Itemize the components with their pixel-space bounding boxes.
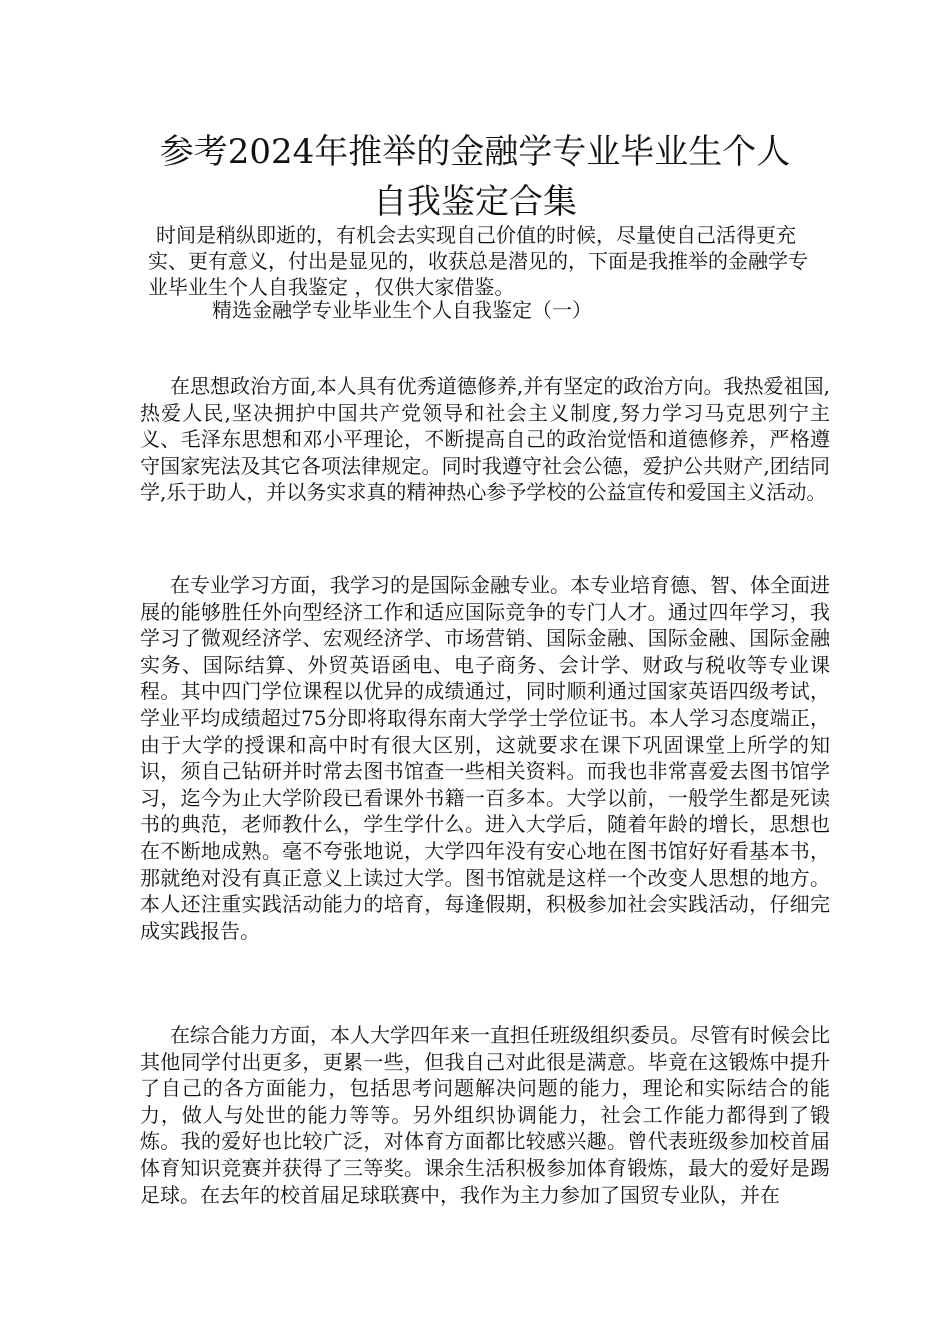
document-title-line1: 参考2024年推举的金融学专业毕业生个人: [159, 132, 791, 172]
body-paragraph-study: 在专业学习方面，我学习的是国际金融专业。本专业培育德、智、体全面进展的能够胜任外向型经济工作和适应国际竞争的专门人才。通过四年学习，我学习了微观经济学、宏观经济学、市场营销、国际金融、国际金融、国际金融实务、国际结算、外贸英语函电、电子商务、会计学、财政与税收等专业课程。其中四门学位课程以优异的成绩通过，同时顺利通过国家英语四级考试，学业平均成绩超过75分即将取得东南大学学士学位证书。本人学习态度端正，由于大学的授课和高中时有很大区别，这就要求在课下巩固课堂上所学的知识，须自己钻研并时常去图书馆查一些相关资料。而我也非常喜爱去图书馆学习，迄今为止大学阶段已看课外书籍一百多本。大学以前，一般学生都是死读书的典范，老师教什么，学生学什么。进入大学后，随着年龄的增长，思想也在不断地成熟。毫不夸张地说，大学四年没有安心地在图书馆好好看基本书，那就绝对没有真正意义上读过大学。图书馆就是这样一个改变人思想的地方。本人还注重实践活动能力的培育，每逢假期，积极参加社会实践活动，仔细完成实践报告。: [140, 573, 830, 943]
intro-paragraph: 时间是稍纵即逝的，有机会去实现自己价值的时候，尽量使自己活得更充实、更有意义，付出是显见的，收获总是潜见的，下面是我推举的金融学专业毕业生个人自我鉴定 ，仅供大家借鉴。: [148, 223, 808, 299]
section-subheading: 精选金融学专业毕业生个人自我鉴定（一）: [212, 298, 592, 322]
document-title-line2: 自我鉴定合集: [373, 182, 577, 222]
body-paragraph-political: 在思想政治方面,本人具有优秀道德修养,并有坚定的政治方向。我热爱祖国,热爱人民,坚决拥护中国共产党领导和社会主义制度,努力学习马克思列宁主义、毛泽东思想和邓小平理论，不断提高自己的政治觉悟和道德修养，严格遵守国家宪法及其它各项法律规定。同时我遵守社会公德，爱护公共财产,团结同学,乐于助人，并以务实求真的精神热心参予学校的公益宣传和爱国主义活动。: [140, 374, 830, 505]
body-paragraph-abilities: 在综合能力方面，本人大学四年来一直担任班级组织委员。尽管有时候会比其他同学付出更多，更累一些，但我自己对此很是满意。毕竟在这锻炼中提升了自己的各方面能力，包括思考问题解决问题的能力，理论和实际结合的能力，做人与处世的能力等等。另外组织协调能力，社会工作能力都得到了锻炼。我的爱好也比较广泛，对体育方面都比较感兴趣。曾代表班级参加校首届体育知识竞赛并获得了三等奖。课余生活积极参加体育锻炼，最大的爱好是踢足球。在去年的校首届足球联赛中，我作为主力参加了国贸专业队，并在: [140, 1023, 830, 1207]
